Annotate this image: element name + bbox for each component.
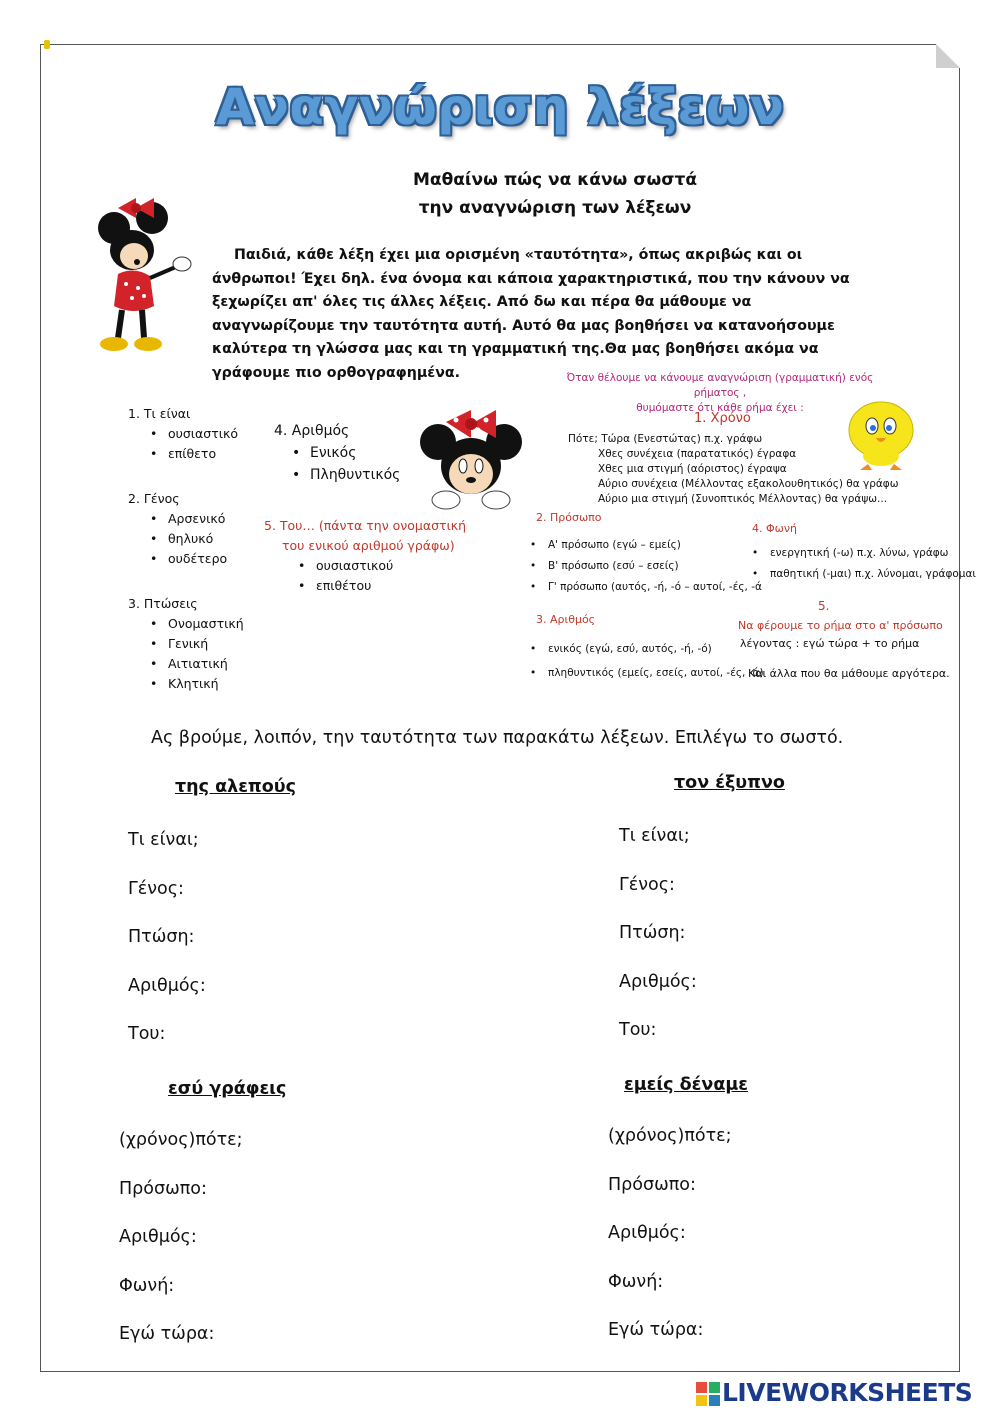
exercise-word-1: της αλεπούς bbox=[175, 777, 296, 797]
tense-line: Χθες συνέχεια (παρατατικός) έγραφα bbox=[598, 448, 797, 460]
subtitle bbox=[380, 166, 730, 222]
field-label: Αριθμός: bbox=[619, 971, 697, 992]
list-item: • Ονομαστική bbox=[144, 614, 244, 634]
intro-line: αναγνωρίζουμε την ταυτότητα αυτή. Αυτό θα μας βοηθήσει να κατανοήσουμε bbox=[212, 317, 835, 334]
minnie-face-illustration bbox=[416, 404, 526, 512]
tweety-bird-illustration bbox=[842, 398, 920, 474]
exercise-3-fields bbox=[119, 1116, 242, 1359]
list-item: • Κλητική bbox=[144, 674, 244, 694]
field-label: Τι είναι; bbox=[128, 830, 199, 850]
minnie-mouse-illustration bbox=[88, 188, 198, 358]
verb-intro-line: Όταν θέλουμε να κάνουμε αναγνώριση (γραμματική) ενός ρήματος , bbox=[566, 372, 874, 399]
list-item: • ενικός (εγώ, εσύ, αυτός, -ή, -ό) bbox=[524, 637, 764, 661]
voice-list bbox=[746, 543, 976, 585]
field-label: Πτώση: bbox=[619, 923, 686, 943]
tense-line: Χθες μια στιγμή (αόριστος) έγραψα bbox=[598, 463, 787, 475]
field-label: Πρόσωπο: bbox=[608, 1174, 696, 1195]
list-item: • ουδέτερο bbox=[144, 549, 227, 569]
noun-section-2 bbox=[128, 489, 227, 569]
tense-line: Πότε; Τώρα (Ενεστώτας) π.χ. γράφω bbox=[568, 433, 763, 445]
tense-line: Αύριο συνέχεια (Μέλλοντας εξακολουθητικός) θα γράφω bbox=[598, 478, 899, 490]
field-label: (χρόνος)πότε; bbox=[608, 1126, 732, 1146]
section-heading: 2. Γένος bbox=[128, 491, 180, 506]
number-heading: 3. Αριθμός bbox=[536, 613, 596, 626]
section-heading: 4. Αριθμός bbox=[274, 423, 350, 439]
list-item: • ενεργητική (-ω) π.χ. λύνω, γράφω bbox=[746, 543, 976, 564]
noun-section-5 bbox=[264, 516, 466, 596]
verb-s5-heading: 5. bbox=[818, 599, 830, 613]
section-heading: 1. Τι είναι bbox=[128, 406, 191, 421]
intro-line: γράφουμε πιο ορθογραφημένα. bbox=[212, 364, 461, 381]
field-label: Πρόσωπο: bbox=[119, 1178, 207, 1199]
exercise-4-fields bbox=[608, 1112, 731, 1355]
list-item: • Β' πρόσωπο (εσύ – εσείς) bbox=[524, 556, 762, 577]
noun-section-1 bbox=[128, 404, 238, 464]
exercise-1-fields bbox=[128, 816, 206, 1059]
section-heading: 5. Του… (πάντα την ονομαστική bbox=[264, 518, 467, 533]
subtitle-line: την αναγνώριση των λέξεων bbox=[418, 198, 692, 218]
field-label: (χρόνος)πότε; bbox=[119, 1130, 243, 1150]
field-label: Του: bbox=[128, 1024, 166, 1044]
instruction: Ας βρούμε, λοιπόν, την ταυτότητα των παρακάτω λέξεων. Επιλέγω το σωστό. bbox=[151, 728, 844, 748]
list-item: • ουσιαστικό bbox=[144, 424, 238, 444]
exercise-word-4: εμείς δέναμε bbox=[624, 1075, 748, 1095]
list-item: • Πληθυντικός bbox=[286, 464, 400, 486]
number-list bbox=[524, 637, 764, 685]
list-item: • Αιτιατική bbox=[144, 654, 244, 674]
section-heading: 3. Πτώσεις bbox=[128, 596, 198, 611]
section-heading-cont: του ενικού αριθμού γράφω) bbox=[282, 538, 455, 553]
list-item: • παθητική (-μαι) π.χ. λύνομαι, γράφομαι bbox=[746, 564, 976, 585]
verb-s5-line: Να φέρουμε το ρήμα στο α' πρόσωπο bbox=[738, 619, 943, 632]
noun-section-3 bbox=[128, 594, 244, 694]
voice-heading: 4. Φωνή bbox=[752, 522, 797, 535]
list-item: • ουσιαστικού bbox=[292, 556, 466, 576]
intro-paragraph bbox=[212, 244, 850, 385]
field-label: Του: bbox=[619, 1020, 657, 1040]
field-label: Φωνή: bbox=[119, 1275, 175, 1296]
verb-intro-line: θυμόμαστε ότι κάθε ρήμα έχει : bbox=[636, 402, 804, 414]
pin-icon bbox=[44, 40, 50, 49]
subtitle-line: Μαθαίνω πώς να κάνω σωστά bbox=[412, 170, 698, 190]
exercise-word-2: τον έξυπνο bbox=[674, 773, 785, 793]
noun-section-4 bbox=[274, 420, 400, 486]
list-item: • επίθετο bbox=[144, 444, 238, 464]
exercise-word-3: εσύ γράφεις bbox=[168, 1079, 287, 1099]
exercise-2-fields bbox=[619, 812, 697, 1055]
page-fold-corner bbox=[936, 44, 960, 68]
list-item: • Ενικός bbox=[286, 442, 400, 464]
list-item: • Α' πρόσωπο (εγώ – εμείς) bbox=[524, 535, 762, 556]
person-heading: 2. Πρόσωπο bbox=[536, 511, 602, 524]
verb-intro bbox=[560, 371, 880, 416]
verb-more-note: Και άλλα που θα μάθουμε αργότερα. bbox=[748, 667, 950, 680]
field-label: Αριθμός: bbox=[608, 1223, 686, 1243]
field-label: Τι είναι; bbox=[619, 826, 690, 846]
intro-line: ξεχωρίζει απ' όλες τις άλλες λέξεις. Από δω και πέρα θα μάθουμε να bbox=[212, 294, 752, 310]
person-list bbox=[524, 535, 762, 598]
tense-heading: 1. Χρόνο bbox=[694, 411, 751, 426]
field-label: Γένος: bbox=[619, 874, 675, 895]
field-label: Εγώ τώρα: bbox=[608, 1320, 704, 1340]
field-label: Εγώ τώρα: bbox=[119, 1324, 215, 1344]
tense-line: Αύριο μια στιγμή (Συνοπτικός Μέλλοντας) θα γράψω... bbox=[598, 493, 888, 505]
intro-line: άνθρωποι! Έχει δηλ. ένα όνομα και κάποια χαρακτηριστικά, που την κάνουν να bbox=[212, 270, 850, 287]
liveworksheets-brand: LIVEWORKSHEETS bbox=[722, 1378, 973, 1407]
field-label: Αριθμός: bbox=[128, 975, 206, 996]
verb-s5-line: λέγοντας : εγώ τώρα + το ρήμα bbox=[740, 637, 920, 650]
list-item: • επιθέτου bbox=[292, 576, 466, 596]
list-item: • θηλυκό bbox=[144, 529, 227, 549]
liveworksheets-logo-icon bbox=[696, 1382, 720, 1406]
field-label: Πτώση: bbox=[128, 927, 195, 947]
list-item: • Γενική bbox=[144, 634, 244, 654]
intro-line: Παιδιά, κάθε λέξη έχει μια ορισμένη «ταυτότητα», όπως ακριβώς και οι bbox=[234, 247, 803, 263]
page-title: Αναγνώριση λέξεων bbox=[215, 78, 785, 136]
list-item: • πληθυντικός (εμείς, εσείς, αυτοί, -ές, -ά) bbox=[524, 661, 764, 685]
field-label: Αριθμός: bbox=[119, 1227, 197, 1247]
field-label: Γένος: bbox=[128, 878, 184, 899]
list-item: • Γ' πρόσωπο (αυτός, -ή, -ό – αυτοί, -ές, -ά bbox=[524, 577, 762, 598]
list-item: • Αρσενικό bbox=[144, 509, 227, 529]
intro-line: καλύτερα τη γλώσσα μας και τη γραμματική της.Θα μας βοηθήσει ακόμα να bbox=[212, 341, 819, 357]
field-label: Φωνή: bbox=[608, 1271, 664, 1292]
